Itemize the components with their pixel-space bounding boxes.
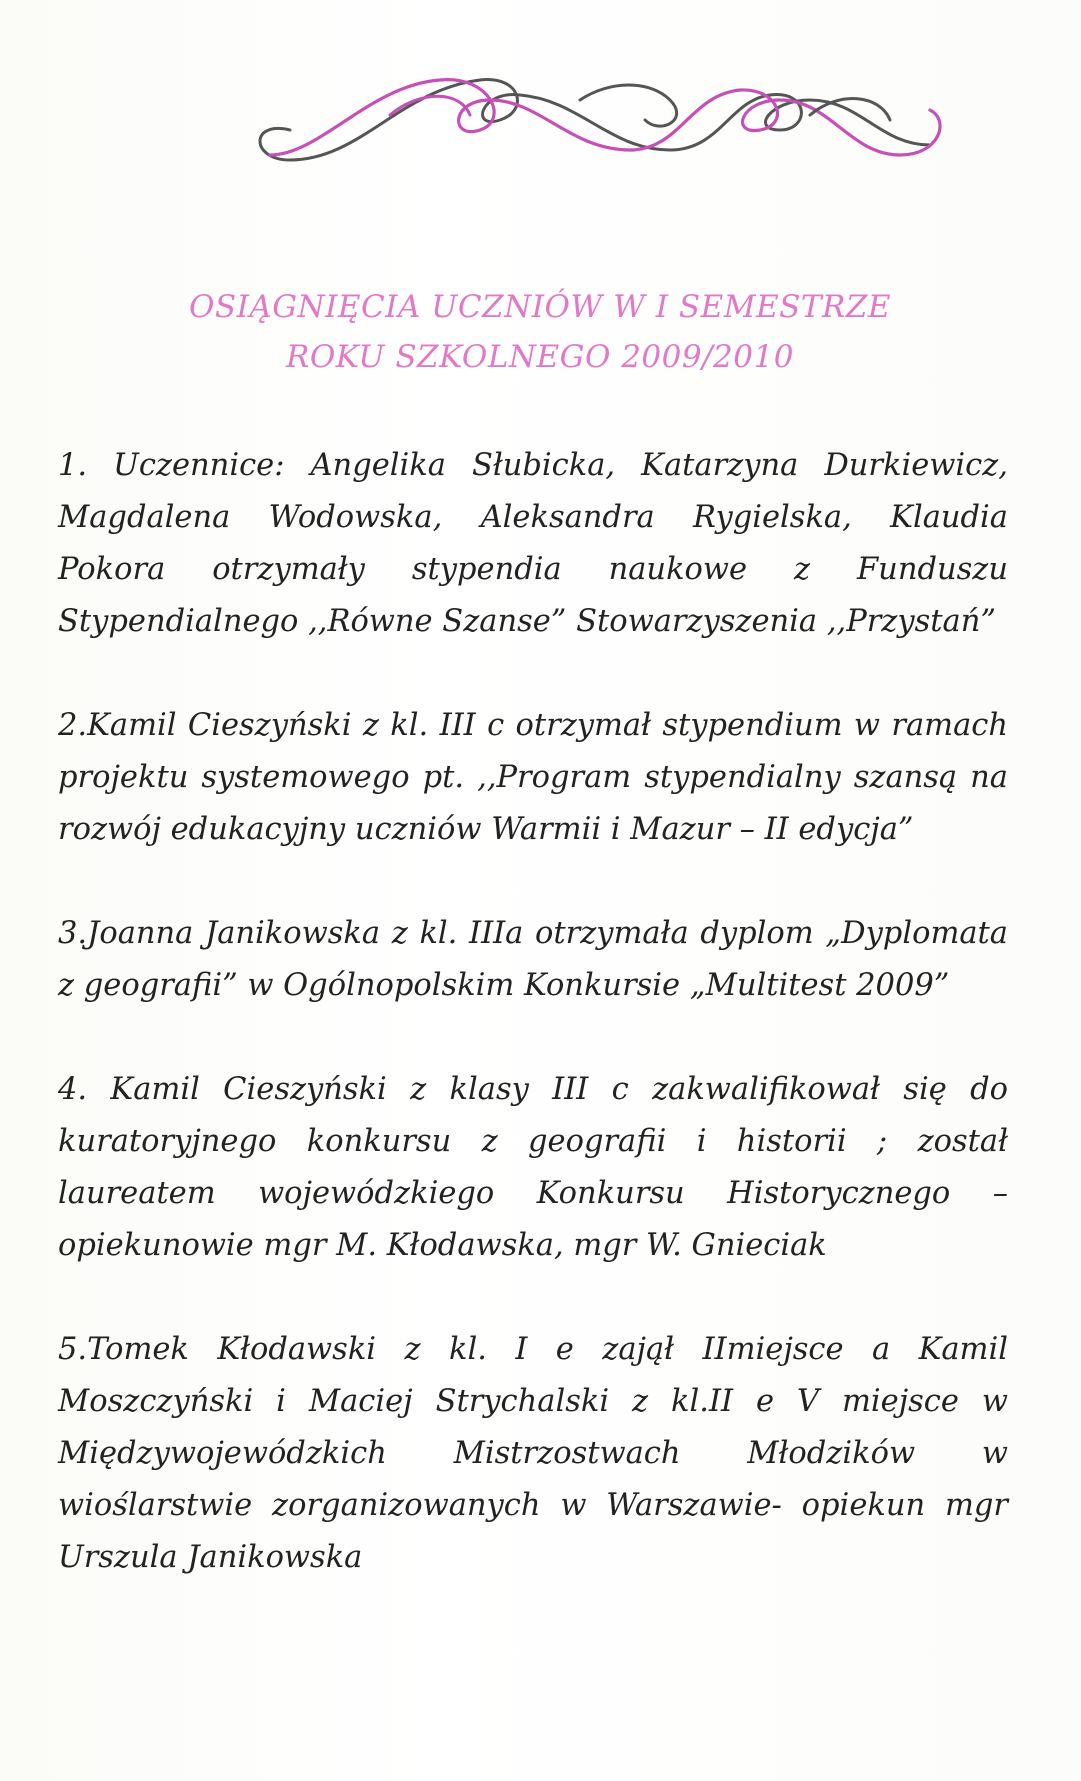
decorative-flourish-icon: [250, 60, 960, 180]
title-line-2: ROKU SZKOLNEGO 2009/2010: [286, 339, 794, 375]
list-item: 1. Uczennice: Angelika Słubicka, Katarzyna Durkiewicz, Magdalena Wodowska, Aleksandra Rygielska, Klaudia Pokora otrzymały stypendia naukowe z Funduszu Stypendialnego ,,Równe Szanse” Stowarzyszenia ,,Przystań”: [58, 448, 1008, 639]
list-item: 2.Kamil Cieszyński z kl. III c otrzymał stypendium w ramach projektu systemowego pt. ,,Program stypendialny szansą na rozwój edukacyjny uczniów Warmii i Mazur – II edycja”: [58, 708, 1008, 847]
title-line-1: OSIĄGNIĘCIA UCZNIÓW W I SEMESTRZE: [188, 289, 892, 325]
achievements-list: [58, 440, 1008, 1636]
list-item: 5.Tomek Kłodawski z kl. I e zajął IImiejsce a Kamil Moszczyński i Maciej Strychalski z kl.II e V miejsce w Międzywojewódzkich Mistrzostwach Młodzików w wioślarstwie zorganizowanych w Warszawie- opiekun mgr Urszula Janikowska: [58, 1332, 1008, 1575]
list-item: 3.Joanna Janikowska z kl. IIIa otrzymała dyplom „Dyplomata z geografii” w Ogólnopolskim Konkursie „Multitest 2009”: [58, 916, 1008, 1003]
page-title: [60, 282, 1020, 382]
list-item: 4. Kamil Cieszyński z klasy III c zakwalifikował się do kuratoryjnego konkursu z geografii i historii ; został laureatem wojewódzkiego Konkursu Historycznego – opiekunowie mgr M. Kłodawska, mgr W. Gnieciak: [58, 1072, 1008, 1263]
